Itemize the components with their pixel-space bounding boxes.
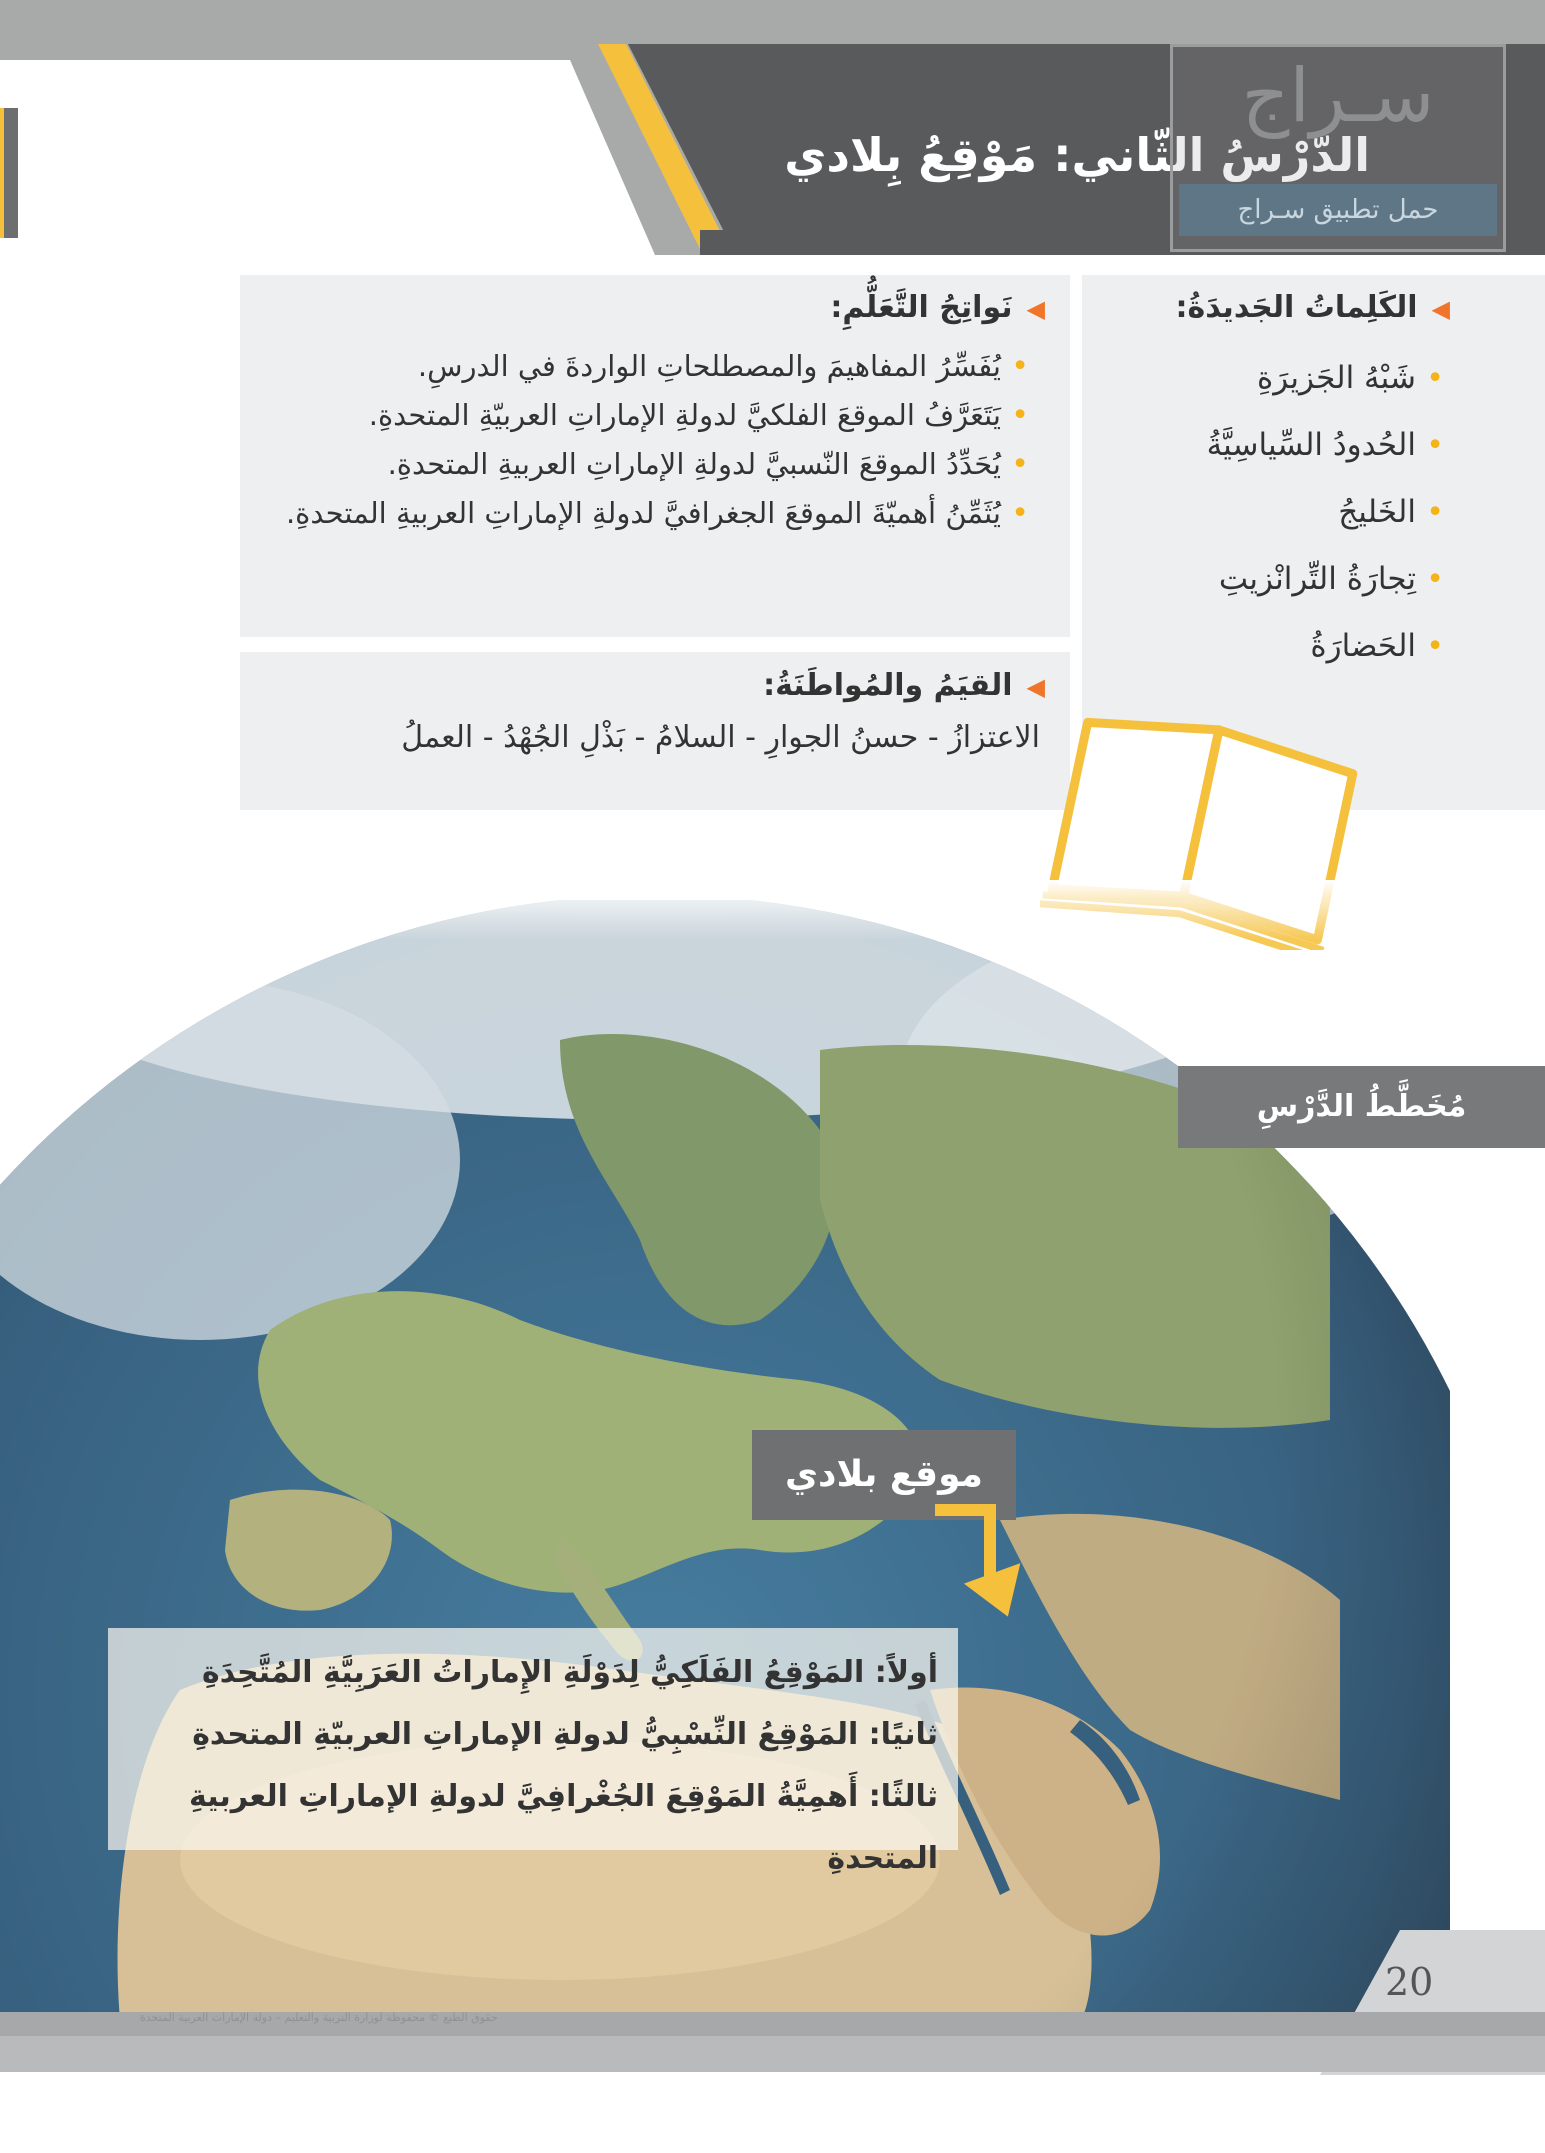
list-item-text: شَبْهُ الجَزيرَةِ [1257, 360, 1416, 396]
list-item [255, 342, 1035, 391]
new-words-list [1090, 345, 1450, 680]
arrow-icon [930, 1500, 1050, 1630]
lesson-plan-box [1178, 1066, 1545, 1148]
list-item-text: الخَليجُ [1338, 494, 1416, 530]
list-item-text: يُحَدِّدُ الموقعَ النّسبيَّ لدولةِ الإماراتِ العربيةِ المتحدةِ. [387, 447, 1001, 481]
lesson-plan-label: مُخَطَّطُ الدَّرْسِ [1256, 1089, 1467, 1124]
list-item-text: الحُدودُ السِّياسِيَّةُ [1206, 427, 1416, 463]
list-item-text: يُفَسِّرُ المفاهيمَ والمصطلحاتِ الواردةَ في الدرسِ. [417, 349, 1001, 383]
learning-outcomes-list [255, 342, 1035, 538]
values-heading-text: القيَمُ والمُواطَنَةُ: [763, 668, 1013, 703]
bullet-icon: • [1426, 495, 1444, 530]
list-item [255, 440, 1035, 489]
list-item [1090, 345, 1450, 412]
section-item: ثالثًا: أَهمِيَّةُ المَوْقِعَ الجُغْرافِيَّ لدولةِ الإماراتِ العربيةِ المتحدةِ [189, 1779, 938, 1876]
footer-band-lower [0, 2036, 1545, 2072]
page-title: الدَّرْسُ الثّاني: مَوْقِعُ بِلادي [784, 128, 1370, 182]
watermark-tagline: حمل تطبيق سـراج [1179, 184, 1497, 236]
values-text: الاعتزازُ - حسنُ الجوارِ - السلامُ - بَذْلِ الجُهْدُ - العملُ [401, 720, 1040, 755]
lesson-sections-list [118, 1642, 938, 1890]
list-item [255, 489, 1035, 538]
my-country-location-label: موقع بلادي [785, 1454, 983, 1495]
copyright-text: حقوق الطبع © محفوظة لوزارة التربية والتعليم – دولة الإمارات العربية المتحدة [140, 2011, 498, 2024]
watermark-logo: سـراج [1241, 53, 1435, 139]
page-number: 20 [1385, 1960, 1434, 2004]
list-item-text: تِجارَةُ التِّرانْزيتِ [1218, 561, 1416, 597]
learning-outcomes-heading-text: نَواتِجُ التَّعَلُّمِ: [830, 290, 1013, 325]
new-words-heading-text: الكَلِماتُ الجَديدَةُ: [1175, 290, 1418, 325]
list-item [1090, 546, 1450, 613]
triangle-bullet-icon: ◀ [1431, 295, 1450, 323]
watermark [1170, 44, 1506, 252]
triangle-bullet-icon: ◀ [1026, 295, 1045, 323]
section-item: أولاً: المَوْقِعُ الفَلَكِيُّ لِدَوْلَةِ الإِماراتُ العَرَبِيَّةِ المُتَّحِدَةِ [202, 1655, 938, 1690]
list-item [1090, 479, 1450, 546]
list-item-text: الحَضارَةُ [1310, 628, 1416, 664]
bullet-icon: • [1011, 447, 1029, 482]
bullet-icon: • [1426, 428, 1444, 463]
bullet-icon: • [1426, 629, 1444, 664]
list-item [255, 391, 1035, 440]
section-item: ثانيًا: المَوْقِعُ النِّسْبِيُّ لدولةِ الإماراتِ العربيّةِ المتحدةِ [192, 1717, 938, 1752]
list-item-text: يُثَمِّنُ أهميّةَ الموقعَ الجغرافيَّ لدولةِ الإماراتِ العربيةِ المتحدةِ. [285, 496, 1001, 530]
triangle-bullet-icon: ◀ [1026, 673, 1045, 701]
list-item [1090, 613, 1450, 680]
bullet-icon: • [1426, 562, 1444, 597]
header-left-tab-accent [0, 108, 4, 238]
learning-outcomes-heading [545, 290, 1045, 325]
list-item-text: يَتَعَرَّفُ الموقعَ الفلكيَّ لدولةِ الإماراتِ العربيّةِ المتحدةِ. [368, 398, 1001, 432]
lesson-sections-box [108, 1628, 958, 1876]
new-words-heading [1050, 290, 1450, 325]
list-item [1090, 412, 1450, 479]
globe-fade [0, 880, 1450, 940]
values-heading [545, 668, 1045, 703]
bullet-icon: • [1011, 349, 1029, 384]
bullet-icon: • [1011, 496, 1029, 531]
bullet-icon: • [1426, 361, 1444, 396]
bullet-icon: • [1011, 398, 1029, 433]
